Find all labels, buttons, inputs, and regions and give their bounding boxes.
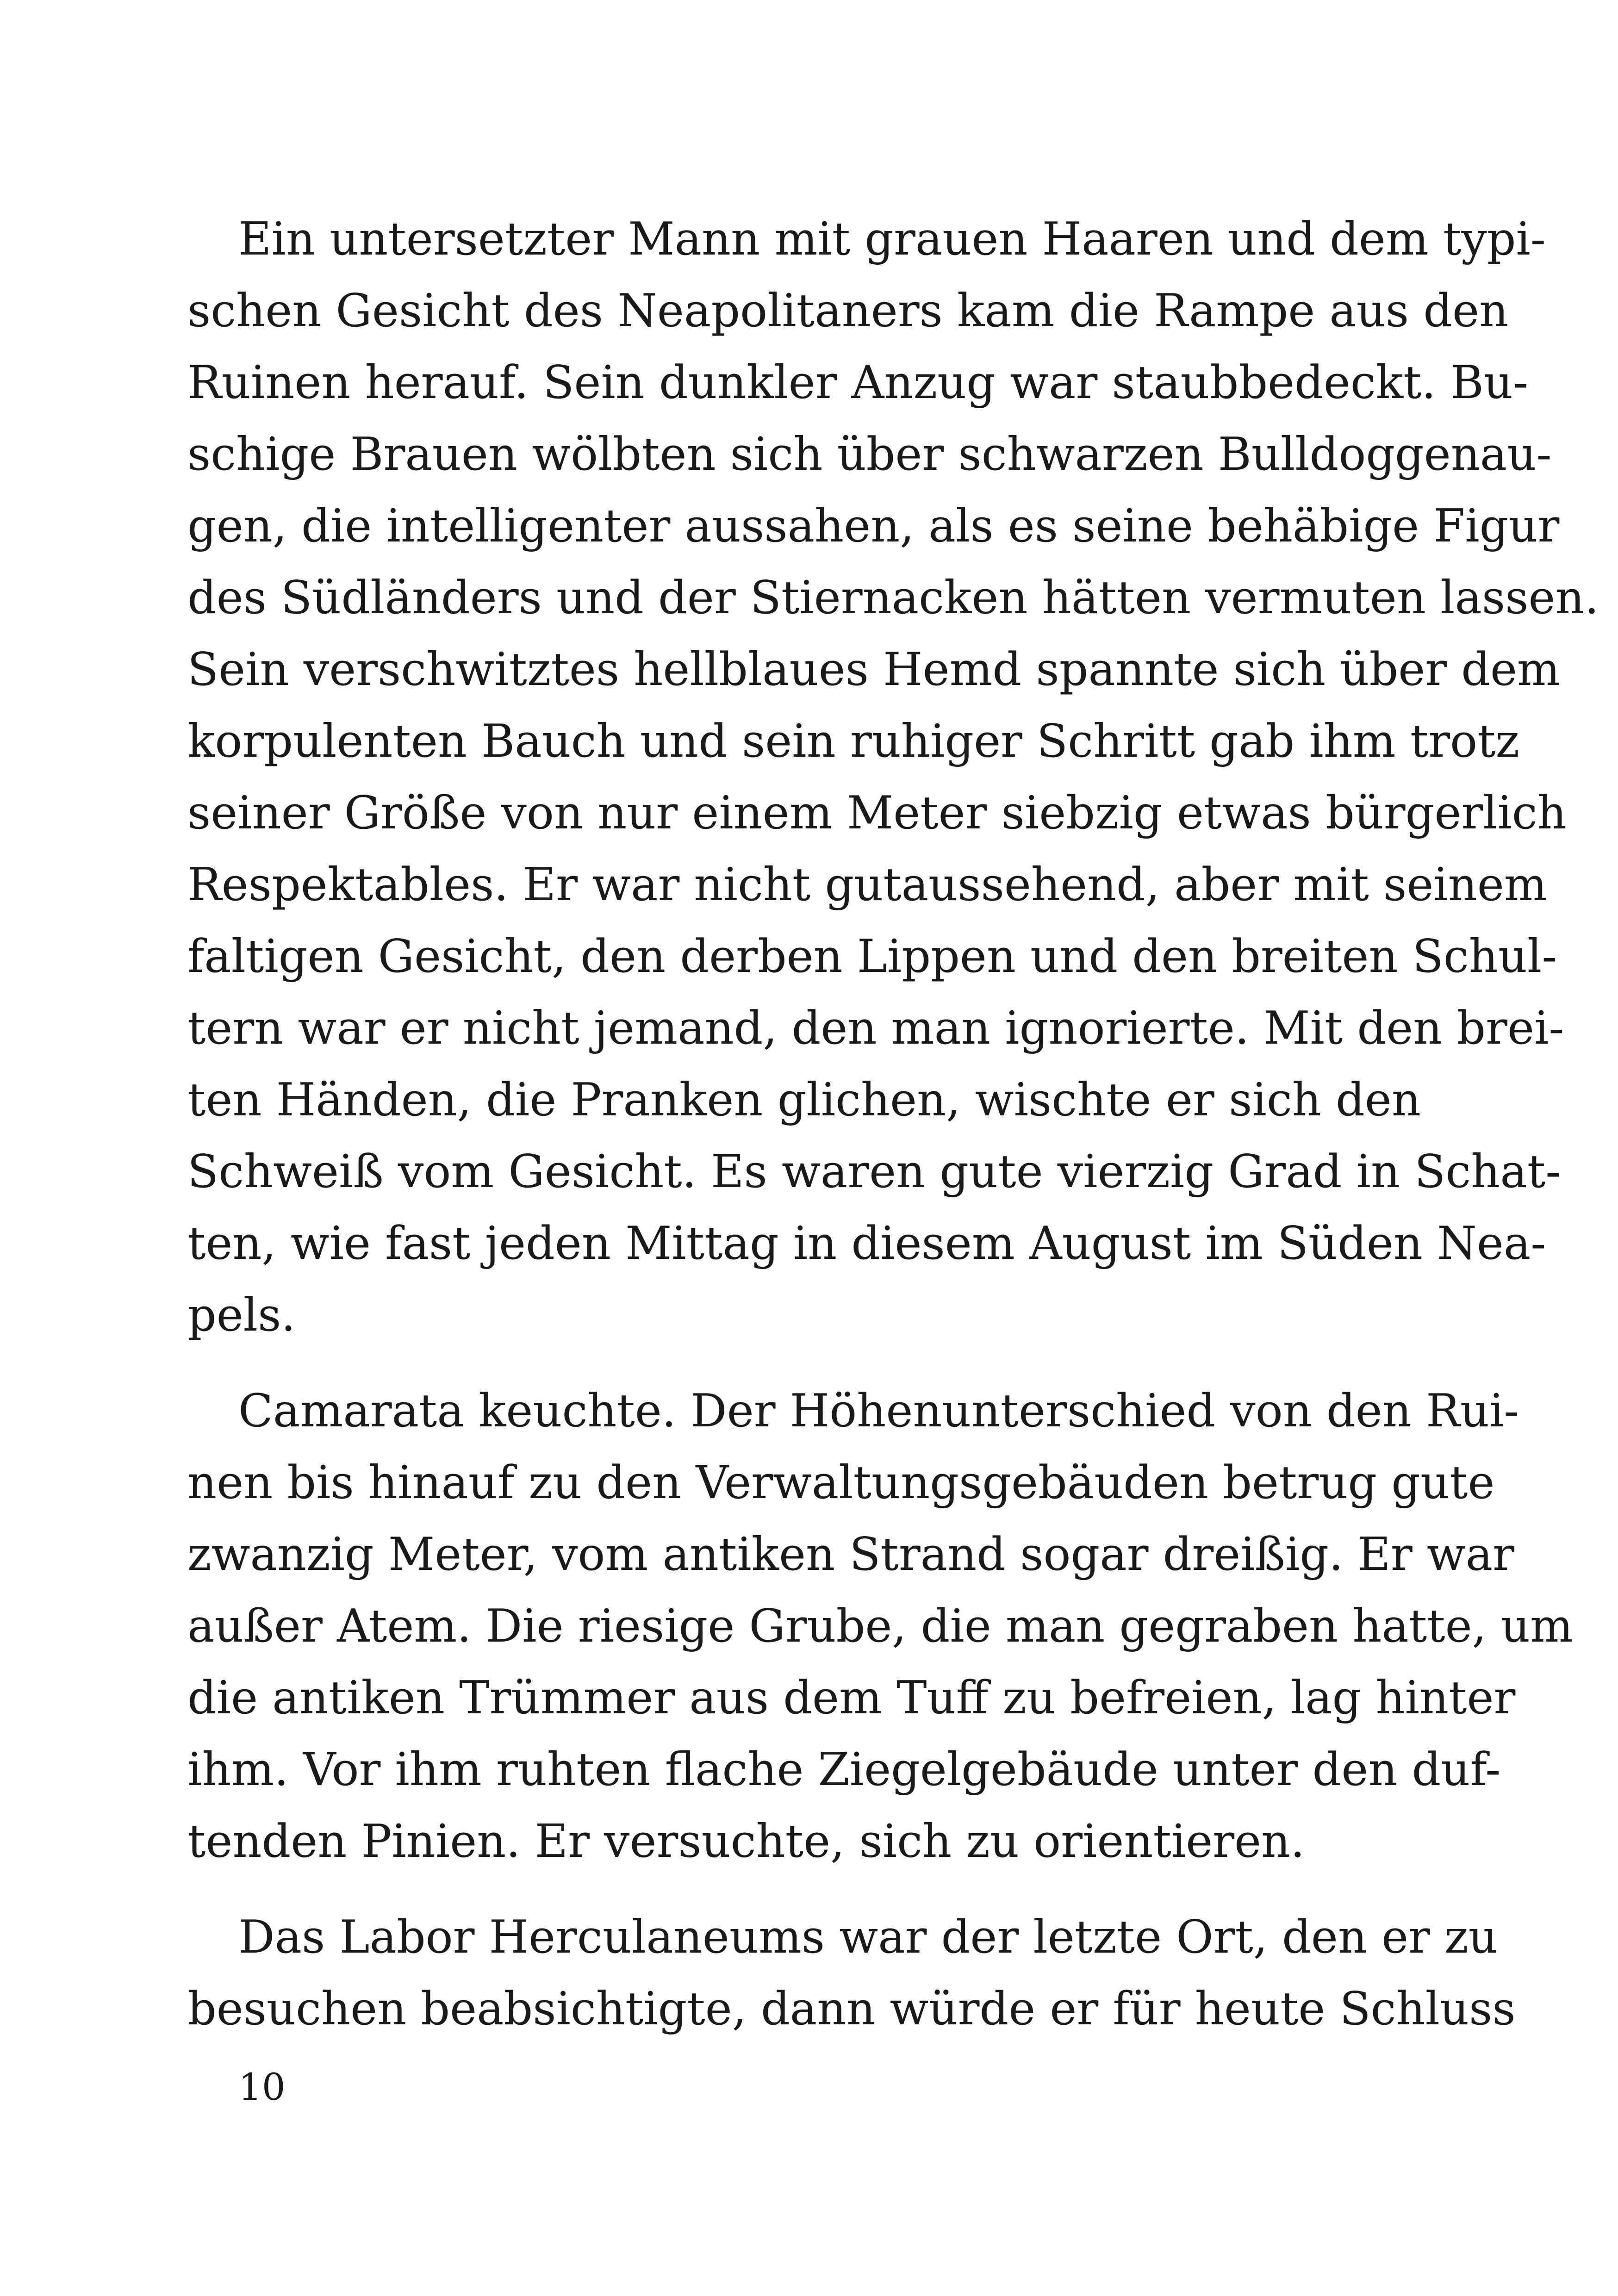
text-line: schige Brauen wölbten sich über schwarzen Bulldoggenau- xyxy=(187,428,1552,481)
text-line: Das Labor Herculaneums war der letzte Ort, den er zu xyxy=(238,1911,1498,1964)
text-line: Ein untersetzter Mann mit grauen Haaren und dem typi- xyxy=(238,213,1546,266)
text-line: besuchen beabsichtigte, dann würde er für heute Schluss xyxy=(187,1983,1516,2035)
body-text xyxy=(187,204,1599,2069)
text-line: zwanzig Meter, vom antiken Strand sogar dreißig. Er war xyxy=(187,1528,1515,1581)
text-line: korpulenten Bauch und sein ruhiger Schritt gab ihm trotz xyxy=(187,715,1520,768)
text-line: tenden Pinien. Er versuchte, sich zu orientieren. xyxy=(187,1815,1305,1868)
text-line: Ruinen herauf. Sein dunkler Anzug war staubbedeckt. Bu- xyxy=(187,356,1529,409)
text-line: Schweiß vom Gesicht. Es waren gute vierzig Grad in Schat- xyxy=(187,1145,1561,1198)
text-line: gen, die intelligenter aussahen, als es seine behäbige Figur xyxy=(187,500,1560,553)
paragraph-3 xyxy=(187,1902,1516,2045)
text-line: ihm. Vor ihm ruhten flache Ziegelgebäude unter den duf- xyxy=(187,1743,1501,1796)
paragraph-2 xyxy=(187,1375,1573,1878)
text-line: Camarata keuchte. Der Höhenunterschied von den Rui- xyxy=(238,1385,1519,1437)
text-line: schen Gesicht des Neapolitaners kam die Rampe aus den xyxy=(187,285,1509,337)
text-line: nen bis hinauf zu den Verwaltungsgebäuden betrug gute xyxy=(187,1456,1495,1509)
text-line: des Südländers und der Stiernacken hätten vermuten lassen. xyxy=(187,572,1599,624)
text-line: die antiken Trümmer aus dem Tuff zu befreien, lag hinter xyxy=(187,1672,1516,1724)
text-line: ten, wie fast jeden Mittag in diesem August im Süden Nea- xyxy=(187,1217,1546,1270)
text-line: pels. xyxy=(187,1289,296,1342)
text-line: Sein verschwitztes hellblaues Hemd spannte sich über dem xyxy=(187,643,1560,696)
text-line: Respektables. Er war nicht gutaussehend, aber mit seinem xyxy=(187,859,1547,911)
text-line: seiner Größe von nur einem Meter siebzig etwas bürgerlich xyxy=(187,787,1567,840)
text-line: tern war er nicht jemand, den man ignorierte. Mit den brei- xyxy=(187,1002,1564,1055)
text-line: faltigen Gesicht, den derben Lippen und den breiten Schul- xyxy=(187,930,1557,983)
paragraph-1 xyxy=(187,204,1599,1351)
page-number: 10 xyxy=(238,2066,286,2109)
text-line: ten Händen, die Pranken glichen, wischte er sich den xyxy=(187,1074,1421,1126)
text-line: außer Atem. Die riesige Grube, die man gegraben hatte, um xyxy=(187,1600,1573,1653)
